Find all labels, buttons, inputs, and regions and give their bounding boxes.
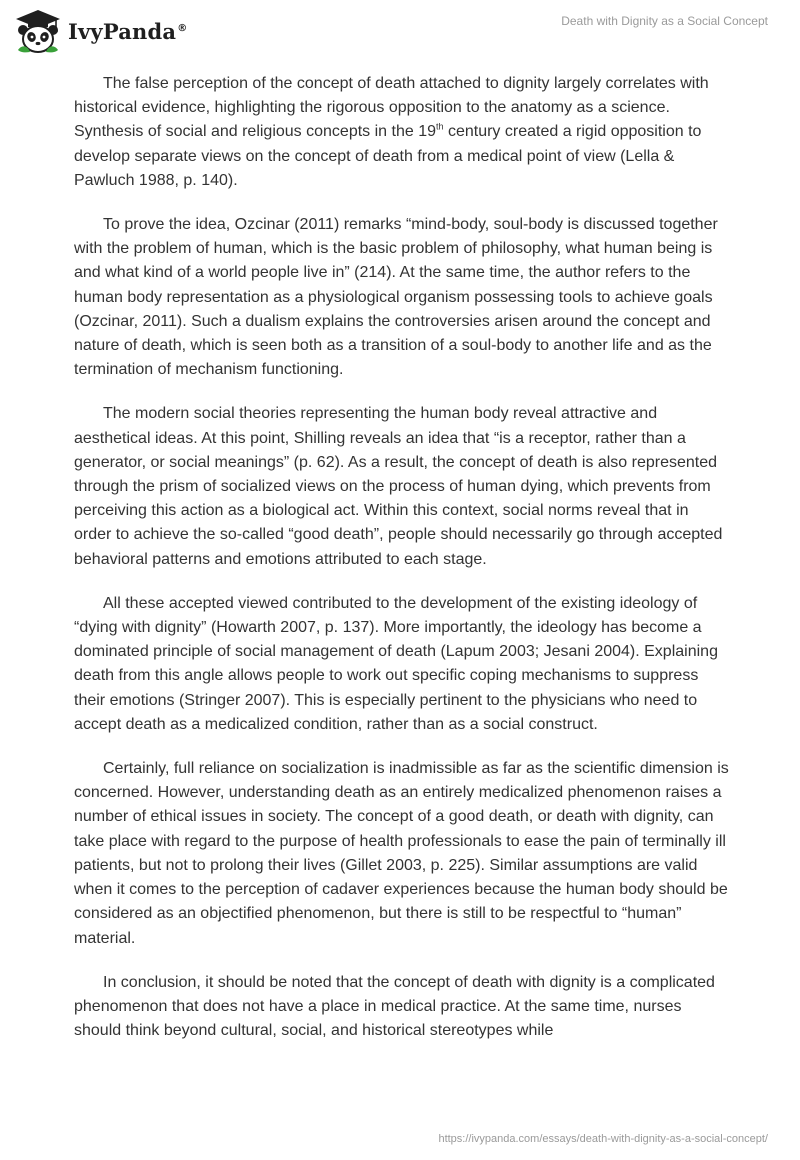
page-header xyxy=(0,0,800,64)
document-title: Death with Dignity as a Social Concept xyxy=(561,14,768,28)
paragraph-2: To prove the idea, Ozcinar (2011) remarks “mind-body, soul-body is discussed together with the problem of human, which is the basic problem of philosophy, what human being is and what kind of a world people live in” (214). At the same time, the author refers to the human body representation as a physiological organism possessing tools to achieve goals (Ozcinar, 2011). Such a dualism explains the controversies arisen around the concept and nature of death, which is seen both as a transition of a soul-body to another life and as the termination of mechanism functioning. xyxy=(74,216,718,379)
panda-logo-icon xyxy=(14,8,62,54)
superscript-th: th xyxy=(436,122,444,133)
paragraph-1 xyxy=(74,72,730,193)
ivypanda-logo[interactable] xyxy=(14,8,187,54)
source-url-link[interactable]: https://ivypanda.com/essays/death-with-dignity-as-a-social-concept/ xyxy=(438,1133,768,1145)
registered-mark: ® xyxy=(177,22,188,34)
logo-text: IvyPanda® xyxy=(68,18,188,44)
paragraph-4: All these accepted viewed contributed to the development of the existing ideology of “dying with dignity” (Howarth 2007, p. 137). More importantly, the ideology has become a dominated principle of social management of death (Lapum 2003; Jesani 2004). Explaining death from this angle allows people to work out specific coping mechanisms to suppress their emotions (Stringer 2007). This is especially pertinent to the physicians who need to accept death as a medicalized condition, rather than as a social construct. xyxy=(74,594,718,733)
paragraph-1-text-cont: century created a rigid opposition to develop separate views on the concept of death from a medical point of view (Lella & Pawluch 1988, p. 140). xyxy=(74,123,702,189)
paragraph-1-text: The false perception of the concept of death attached to dignity largely correlates with historical evidence, highlighting the rigorous opposition to the anatomy as a science. Synthesis of social and religious concepts in the 19 xyxy=(74,75,709,141)
paragraph-3: The modern social theories representing the human body reveal attractive and aesthetical ideas. At this point, Shilling reveals an idea that “is a receptor, rather than a generator, or social meanings” (p. 62). As a result, the concept of death is also represented through the prism of socialized views on the process of human dying, which prevents from perceiving this action as a biological act. Within this context, social norms reveal that in order to achieve the so-called “good death”, people should necessarily go through accepted behavioral patterns and emotions attributed to each stage. xyxy=(74,405,723,568)
paragraph-6: In conclusion, it should be noted that the concept of death with dignity is a complicated phenomenon that does not have a place in medical practice. At the same time, nurses should think beyond cultural, social, and historical stereotypes while xyxy=(74,973,715,1040)
paragraph-5: Certainly, full reliance on socialization is inadmissible as far as the scientific dimension is concerned. However, understanding death as an entirely medicalized phenomenon raises a number of ethical issues in society. The concept of a good death, or death with dignity, can take place with regard to the purpose of health professionals to ease the pain of terminally ill patients, but not to prolong their lives (Gillet 2003, p. 225). Similar assumptions are valid when it comes to the perception of cadaver experiences because the human body should be considered as an objectified phenomenon, but there is still to be respectful to “human” material. xyxy=(74,760,729,947)
essay-body xyxy=(74,72,730,1063)
